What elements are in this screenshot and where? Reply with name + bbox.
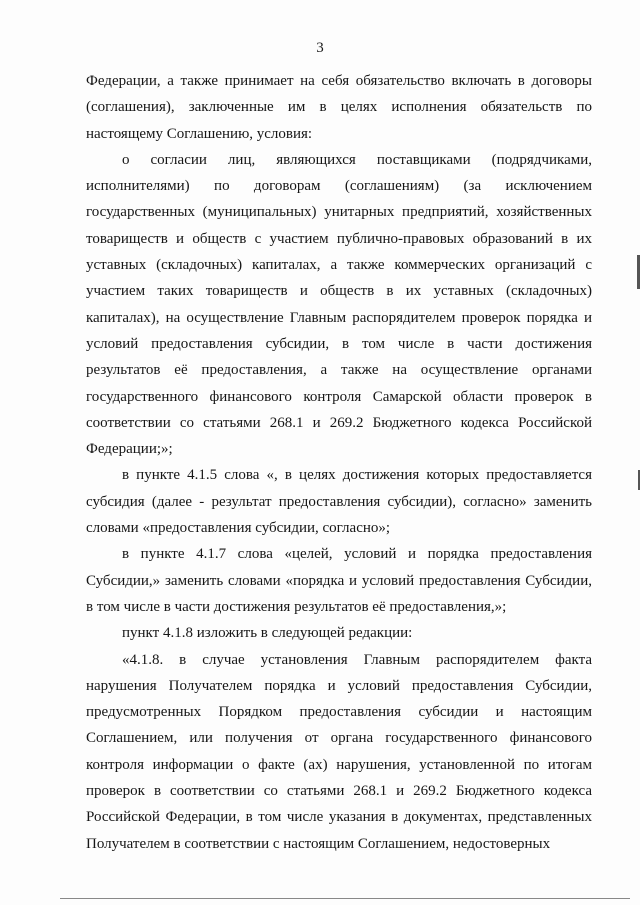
- document-body: [86, 68, 592, 857]
- paragraph-3: в пункте 4.1.5 слова «, в целях достижения которых предоставляется субсидия (далее - результат предоставления субсидии), согласно» заменить словами «предоставления субсидии, согласно»;: [86, 467, 592, 537]
- paragraph-4: в пункте 4.1.7 слова «целей, условий и порядка предоставления Субсидии,» заменить словами «порядка и условий предоставления Субсидии, в том числе в части достижения результатов её предоставления,»;: [86, 546, 592, 615]
- paragraph-1: Федерации, а также принимает на себя обязательство включать в договоры (соглашения), заключенные им в целях исполнения обязательств по настоящему Соглашению, условия:: [86, 73, 592, 142]
- scan-bottom-line: [60, 898, 630, 899]
- page-number: 3: [316, 40, 324, 56]
- paragraph-6: «4.1.8. в случае установления Главным распорядителем факта нарушения Получателем порядка и условий предоставления Субсидии, предусмотренных Порядком предоставления субсидии и настоящим Соглашением, или получения от органа государственного финансового контроля информации о факте (ах) нарушения, установленной по итогам проверок в соответствии со статьями 268.1 и 269.2 Бюджетного кодекса Российской Федерации, в том числе указания в документах, представленных Получателем в соответствии с настоящим Соглашением, недостоверных: [86, 651, 592, 852]
- paragraph-2: о согласии лиц, являющихся поставщиками (подрядчиками, исполнителями) по договорам (соглашениям) (за исключением государственных (муниципальных) унитарных предприятий, хозяйственных товариществ и обществ с участием публично-правовых образований в их уставных (складочных) капиталах, а также коммерческих организаций с участием таких товариществ и обществ в их уставных (складочных) капиталах), на осуществление Главным распорядителем проверок порядка и условий предоставления субсидии, в том числе в части достижения результатов её предоставления, а также на осуществление органами государственного финансового контроля Самарской области проверок в соответствии со статьями 268.1 и 269.2 Бюджетного кодекса Российской Федерации;»;: [86, 151, 592, 458]
- paragraph-5: пункт 4.1.8 изложить в следующей редакции:: [122, 625, 413, 642]
